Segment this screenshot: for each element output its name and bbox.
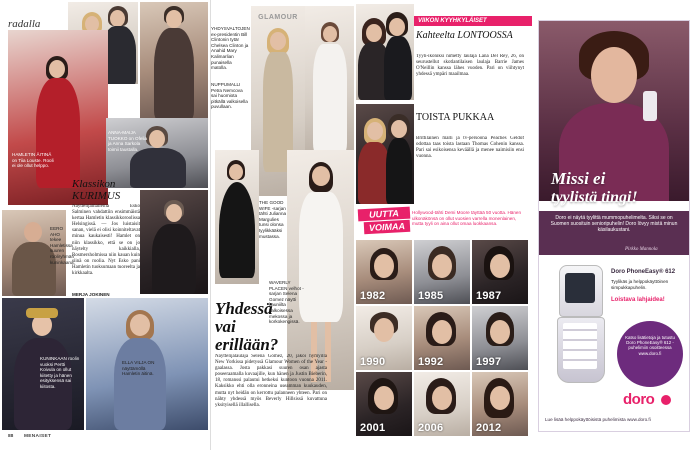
uutta-label-1: UUTTA bbox=[358, 207, 411, 222]
ad-signature: Pirkko Mannola bbox=[625, 247, 658, 252]
ad-headline-2: tyylistä tingi! bbox=[551, 189, 638, 206]
demi-photo-5 bbox=[414, 306, 470, 370]
caption-eero-text: EERO AHO tekee Hamletissa suuren rooliryhmän kuninkaana. bbox=[50, 226, 75, 265]
year-label-9: 2012 bbox=[476, 422, 502, 434]
klassikon-body: Näyttelijämalleina Esko Salminen vahdattiin ensimmäistä kertaa Hamletin klassikkoroolissa Helsingissä. — Jos luistaisit sanan, vielä ei olisi koinniteltavat minua kaukaisesti! Hamlet on niin klassikko, että se on jo näytelty kaikkialla, Rosmersholmissa niin kauan kuin siinä on roolia. Nyt Esko pani Hamletin tuoksumaan tuoreelta ja kirkkaalta. bbox=[72, 204, 140, 277]
caption-the-good-wife: THE GOOD WIFE -sarjan tähti Julianna Margulies tunsi olonsa tyylikkääksi mustassa. bbox=[259, 200, 287, 239]
page-number: 88 bbox=[8, 434, 14, 439]
ad-callout: Katso lisätietoja ja tutustu Doro PhoneEasy® 612 -puhelimiin osoitteessa www.doro.fi bbox=[625, 335, 675, 356]
year-label-8: 2006 bbox=[418, 422, 444, 434]
doro-logo-mark bbox=[661, 395, 671, 405]
photo-petra bbox=[305, 6, 355, 156]
caption-kuninkaan: KUNINKAAN roolin vuoksi Pertti Koivula on ollut kiitetty ja hänen esityksensä sai kiitosta. bbox=[40, 356, 80, 389]
caption-ella: ELLA VILJA ON näyttämöllä Hamletin äitinä. bbox=[122, 360, 155, 377]
year-label-2: 1985 bbox=[418, 290, 444, 302]
left-page bbox=[0, 0, 210, 450]
caption-waverly: WAVERLY PLACEN velhot -sarjan Selena Gomez näytti kauniilta valkoisessa mekossa ja korkokengissä. bbox=[269, 280, 304, 325]
uutta-intro: Hollywood-tähti Demi Moore täyttää 50 vuotta. Hänen ulkonäkönsä on ollut vuosien varrella monenlainen, mutta tyyli on aina ollut omaa luokkaansa. bbox=[412, 210, 522, 227]
demi-photo-6 bbox=[472, 306, 528, 370]
kahtena-title: Kahteelta LONTOOSSA bbox=[416, 30, 513, 41]
section-label: radalla bbox=[8, 18, 41, 30]
toista-title: TOISTA PUKKAA bbox=[416, 112, 495, 123]
demi-photo-7 bbox=[356, 372, 412, 436]
uutta-label-2: VOIMAA bbox=[364, 220, 411, 234]
ad-footer[interactable]: Lue lisää helppokäyttöisistä puhelimista www.doro.fi bbox=[545, 417, 651, 422]
ad-quote: Doro ei näytä tyylittä mummopuhelimelta. Siksi se on Suomen suosituin senioripuhelin! Doro lövyy mistä minun käsilaukustani. bbox=[550, 215, 678, 233]
celebrity-page bbox=[354, 0, 530, 450]
year-label-3: 1987 bbox=[476, 290, 502, 302]
intro-text: Näyttelijälaulaja Selena Gomez, 20, jakoi hymyillä New Yorkissa pidetyssä Glamour Women of the Year -gaalassa. Josta pakkasi suuren osan ajasta poseeraamalla kuvaajille, kun hänen ja Justin Bieberin, 18, romanssi palautui hetkeksi kuntoon vuonna 2011. Kaksikko ehti olla eronneina useamman kuukauden, mutta nyt heidän on kerrottu palanneen yhteen. Pari on nähty yhdessä myös Beverly Hillsissä kuvattuna yksityisellä illallisella. bbox=[215, 354, 327, 408]
tagline: Loistava lahjaidea! bbox=[611, 297, 665, 303]
klassikon-title: Klassikon KURIMUS bbox=[72, 178, 121, 202]
doro-logo: doro bbox=[623, 391, 655, 408]
demi-photo-1 bbox=[356, 240, 412, 304]
demi-photo-8 bbox=[414, 372, 470, 436]
year-label-6: 1997 bbox=[476, 356, 502, 368]
photo-peaches-couple bbox=[356, 104, 414, 204]
photo-man-top-right bbox=[140, 2, 208, 118]
kahtena-body: Tyyli-ikoniksi nimetty laulaja Lana Del Rey, 26, on seurustellut skotlantilaisen laulaja Barrie James O'Neillin kanssa lähes vuoden. Pari on viihtynyt yhdessä ympäri maailmaa. bbox=[416, 54, 524, 78]
klassikon-byline: MERJA JOKINEN bbox=[72, 292, 110, 297]
demi-photo-4 bbox=[356, 306, 412, 370]
product-name: Doro PhoneEasy® 612 bbox=[611, 269, 676, 275]
caption-hamletin: HAMLETIN ÄITINÄ on Tiia Louste. Rooli ei ole ollut helppo. bbox=[12, 152, 54, 169]
product-desc: Tyylikäs ja helppokäyttöinen simpukkapuhelin. bbox=[611, 279, 669, 290]
headline: Yhdessä vai erillään? bbox=[215, 299, 279, 354]
demi-photo-3 bbox=[472, 240, 528, 304]
year-label-5: 1992 bbox=[418, 356, 444, 368]
magazine-name: MENAISET bbox=[24, 434, 52, 439]
event-sign-glamour: GLAMOUR bbox=[258, 14, 298, 21]
year-label-1: 1982 bbox=[360, 290, 386, 302]
caption-yhdysvaltain: YHDYSVALTOJEN ex-presidentin Bill Clintonin tytär Chelsea Clinton ja Anahid Mary Kalimarlian punaisella matolla. bbox=[211, 26, 250, 71]
photo-lana-couple bbox=[356, 4, 414, 100]
demi-photo-9 bbox=[472, 372, 528, 436]
photo-man-center-left bbox=[140, 190, 208, 294]
doro-ad[interactable] bbox=[538, 20, 690, 432]
caption-anna: ANNA-MAIJA TUOKKO on Ofelia ja Anna Sarkola toimii taustalla. bbox=[108, 130, 148, 152]
banner-viikon: VIIKON KYYHKYLÄISET bbox=[414, 16, 532, 26]
photo-julianna bbox=[215, 150, 259, 284]
center-page bbox=[210, 0, 355, 450]
year-label-7: 2001 bbox=[360, 422, 386, 434]
year-label-4: 1990 bbox=[360, 356, 386, 368]
phone-image bbox=[553, 265, 607, 385]
caption-nuppumalli: NUPPUMALLI Petra Nemcova sai huomiota pitkällä valkoisella puvullaan. bbox=[211, 82, 248, 110]
ad-headline-1: Missi ei bbox=[551, 169, 606, 188]
demi-photo-2 bbox=[414, 240, 470, 304]
toista-body: Brittiläinen malli ja tv-persoona Peaches Geldof odottaa taas toista lastaan Thomas Cohenin kanssa. Pari sai esikoisensa keväällä ja menee naimisiin ensi vuonna. bbox=[416, 136, 524, 160]
